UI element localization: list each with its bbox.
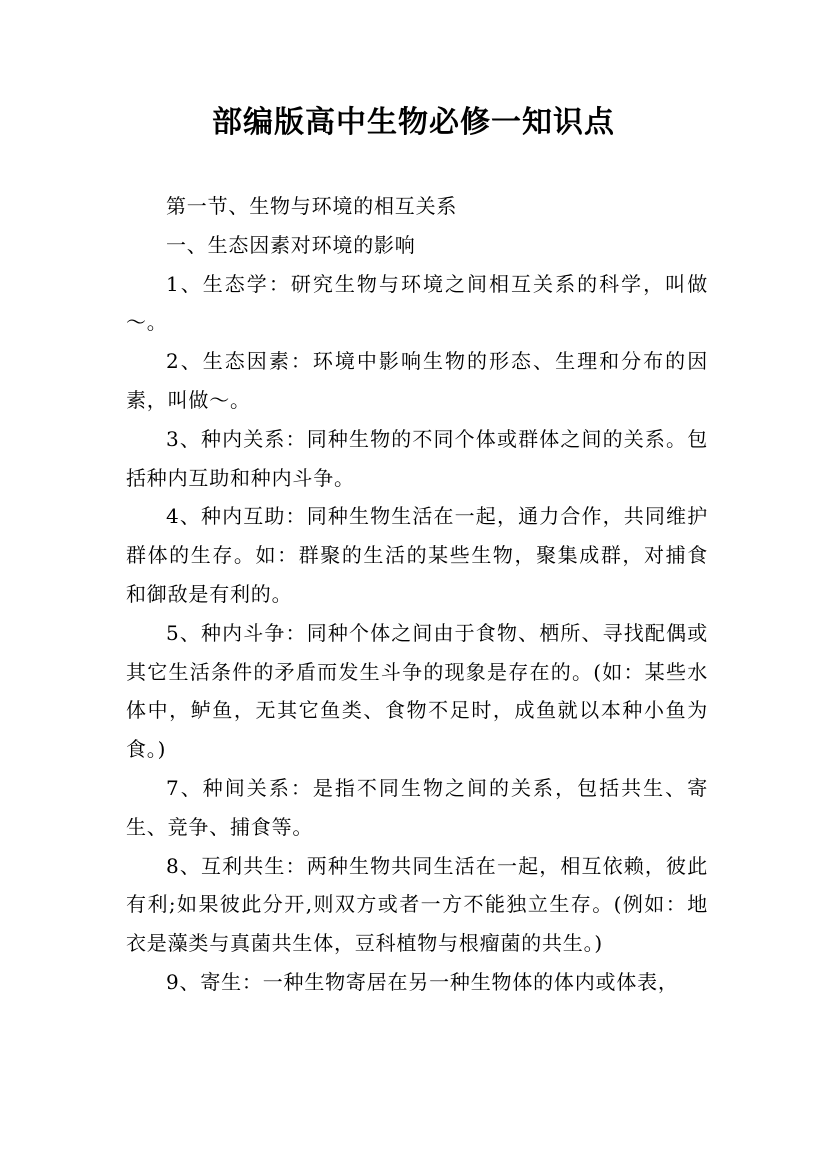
document-body xyxy=(126,187,708,1002)
paragraph: 5、种内斗争：同种个体之间由于食物、栖所、寻找配偶或其它生活条件的矛盾而发生斗争的现象是存在的。(如：某些水体中，鲈鱼，无其它鱼类、食物不足时，成鱼就以本种小鱼为食。) xyxy=(126,620,708,762)
subsection-heading: 一、生态因素对环境的影响 xyxy=(166,232,416,257)
paragraph: 3、种内关系：同种生物的不同个体或群体之间的关系。包括种内互助和种内斗争。 xyxy=(126,426,708,490)
paragraph: 9、寄生：一种生物寄居在另一种生物体的体内或体表， xyxy=(166,969,679,994)
paragraph: 7、种间关系：是指不同生物之间的关系，包括共生、寄生、竞争、捕食等。 xyxy=(126,775,708,839)
paragraph: 8、互利共生：两种生物共同生活在一起，相互依赖，彼此有利;如果彼此分开,则双方或者一方不能独立生存。(例如：地衣是藻类与真菌共生体，豆科植物与根瘤菌的共生。) xyxy=(126,853,708,956)
paragraph: 4、种内互助：同种生物生活在一起，通力合作，共同维护群体的生存。如：群聚的生活的某些生物，聚集成群，对捕食和御敌是有利的。 xyxy=(126,504,708,606)
paragraph: 1、生态学：研究生物与环境之间相互关系的科学，叫做～。 xyxy=(126,271,708,335)
document-title: 部编版高中生物必修一知识点 xyxy=(212,105,615,140)
section-heading: 第一节、生物与环境的相互关系 xyxy=(166,194,458,218)
paragraph: 2、生态因素：环境中影响生物的形态、生理和分布的因素，叫做～。 xyxy=(126,349,708,412)
